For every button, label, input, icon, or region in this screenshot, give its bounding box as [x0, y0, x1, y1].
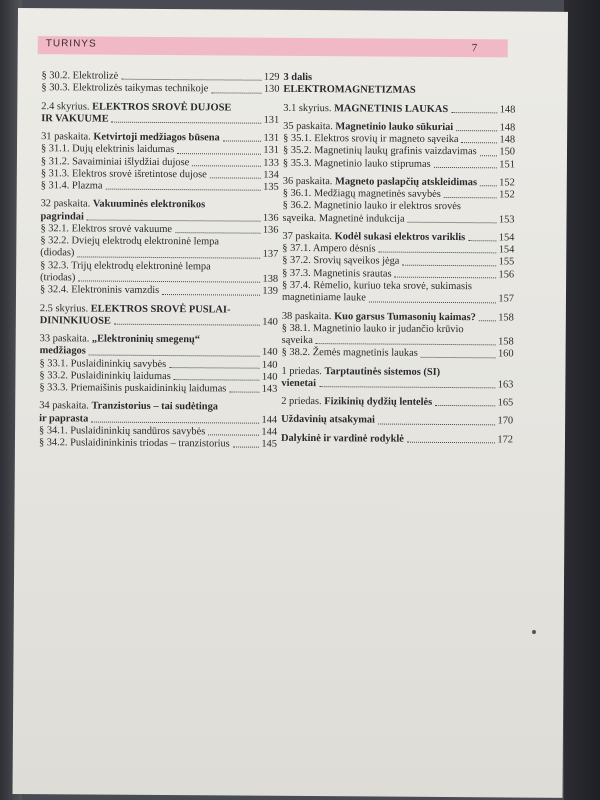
entry-label: 38 paskaita. — [281, 310, 332, 322]
entry-text: § 37.2. Srovių sąveikos jėga — [282, 255, 400, 268]
toc-entry[interactable] — [282, 347, 514, 361]
leader-dots — [174, 379, 260, 381]
entry-label: 3.1 skyrius. — [283, 102, 332, 114]
entry-label: 37 paskaita. — [282, 230, 333, 243]
leader-dots — [87, 219, 261, 221]
entry-text: § 32.3. Trijų elektrodų elektroninė lempa — [40, 259, 211, 273]
leader-dots — [89, 354, 260, 356]
page-ref: 131 — [263, 114, 280, 126]
page-ref: 129 — [263, 71, 280, 83]
page-ref: 140 — [262, 316, 278, 328]
book-page — [13, 8, 568, 798]
page-ref: 148 — [499, 122, 516, 134]
leader-dots — [211, 92, 262, 93]
entry-text-continued: sąveika. Magnetinė indukcija — [282, 212, 405, 225]
page-ref: 148 — [499, 103, 516, 116]
entry-title: Ketvirtoji medžiagos būsena — [93, 131, 220, 144]
leader-dots — [316, 343, 496, 345]
entry-text: § 38.1. Magnetinio lauko ir judančio krūvio — [281, 322, 464, 335]
entry-title: Dalykinė ir vardinė rodyklė — [280, 432, 404, 445]
page-ref: 131 — [263, 145, 280, 157]
entry-title: Fizikinių dydžių lentelės — [324, 396, 433, 409]
toc-entry[interactable] — [40, 260, 278, 286]
entry-text: § 36.1. Medžiagų magnetinės savybės — [282, 187, 441, 201]
leader-dots — [105, 189, 261, 191]
entry-title: Uždavinių atsakymai — [281, 414, 375, 426]
page-ref: 152 — [499, 177, 515, 189]
entry-text-continued: IR VAKUUME — [41, 112, 109, 125]
page-ref: 155 — [498, 256, 515, 268]
entry-text: § 33.2. Puslaidininkių laidumas — [39, 370, 171, 382]
page-ref: 154 — [498, 232, 515, 244]
page-ref: 139 — [262, 285, 279, 298]
entry-text: § 37.1. Ampero dėsnis — [282, 243, 376, 255]
toc-right-column — [281, 72, 516, 447]
toc-heading-entry[interactable] — [40, 199, 278, 225]
leader-dots — [112, 122, 262, 124]
leader-dots — [480, 185, 497, 186]
entry-text-continued: DININKIUOSE — [39, 314, 111, 327]
page-ref: 137 — [262, 249, 279, 261]
toc-entry[interactable] — [40, 235, 278, 261]
toc-heading-entry[interactable] — [41, 101, 279, 127]
leader-dots — [421, 356, 496, 358]
page-ref: 130 — [263, 83, 280, 96]
entry-text: § 38.2. Žemės magnetinis laukas — [281, 347, 418, 360]
page-ref: 136 — [262, 212, 279, 224]
leader-dots — [192, 165, 261, 166]
leader-dots — [444, 197, 497, 198]
page-ref: 138 — [262, 273, 279, 285]
leader-dots — [480, 155, 498, 156]
entry-label: 35 paskaita. — [283, 120, 333, 132]
leader-dots — [77, 256, 260, 258]
page-ref: 140 — [261, 371, 278, 383]
page-ref: 133 — [263, 157, 279, 169]
leader-dots — [378, 423, 496, 425]
toc-entry[interactable] — [283, 157, 515, 171]
entry-text: § 33.1. Puslaidininkių savybės — [39, 357, 167, 370]
page-ref: 152 — [499, 189, 515, 201]
part-label: 3 dalis — [283, 71, 313, 84]
page-ref: 140 — [261, 347, 278, 359]
page-ref: 144 — [261, 414, 278, 426]
entry-text-continued: pagrindai — [40, 210, 84, 223]
page-ref: 135 — [263, 181, 279, 193]
book-edge — [564, 0, 600, 800]
entry-label: 36 paskaita. — [282, 175, 333, 188]
page-ref: 170 — [497, 415, 514, 427]
leader-dots — [456, 130, 497, 131]
leader-dots — [434, 167, 498, 168]
leader-dots — [169, 367, 260, 369]
page-ref: 140 — [261, 359, 278, 371]
entry-text: § 37.3. Magnetinis srautas — [282, 267, 392, 280]
page-ref: 163 — [497, 379, 514, 391]
toc-entry[interactable] — [282, 280, 514, 306]
leader-dots — [175, 232, 261, 234]
page-ref: 131 — [263, 132, 280, 144]
entry-title: „Elektroninių smegenų“ — [91, 333, 201, 346]
leader-dots — [408, 222, 497, 224]
leader-dots — [407, 442, 496, 444]
entry-label: 1 priedas. — [281, 365, 322, 377]
entry-text: § 31.4. Plazma — [40, 180, 103, 192]
entry-title: Kuo garsus Tumasonių kaimas? — [334, 310, 476, 323]
entry-label: 32 paskaita. — [40, 198, 91, 210]
entry-title: MAGNETINIS LAUKAS — [334, 102, 449, 115]
entry-text: § 31.2. Savaiminiai išlydžiai dujose — [40, 155, 190, 168]
toc-heading-entry[interactable] — [281, 396, 513, 410]
toc-heading-entry[interactable] — [283, 102, 515, 116]
entry-text: § 32.1. Elektros srovė vakuume — [40, 223, 173, 236]
entry-title: ELEKTROS SROVĖ PUSLAI- — [90, 303, 231, 316]
page-ref: 158 — [498, 336, 514, 348]
toc-entry[interactable] — [39, 382, 277, 396]
leader-dots — [78, 281, 260, 283]
entry-label: 2 priedas. — [281, 395, 322, 408]
entry-text: § 34.1. Puslaidininkių sandūros savybės — [39, 425, 206, 438]
page-ref: 165 — [497, 397, 514, 409]
page-ref: 134 — [263, 169, 279, 181]
leader-dots — [223, 141, 262, 142]
toc-heading-entry[interactable] — [40, 333, 278, 359]
entry-title: Tranzistorius – tai sudėtinga — [91, 400, 219, 413]
page-ref: 160 — [497, 348, 514, 360]
leader-dots — [162, 294, 260, 296]
toc-heading-entry[interactable] — [40, 303, 278, 329]
page-ref: 151 — [499, 158, 515, 171]
entry-text-continued: (diodas) — [40, 247, 75, 259]
page-ref: 150 — [499, 146, 516, 158]
leader-dots — [379, 252, 497, 254]
entry-text: § 32.2. Dviejų elektrodų elektroninė lempa — [40, 235, 220, 248]
leader-dots — [208, 435, 259, 436]
entry-title: Vakuuminės elektronikos — [92, 198, 206, 211]
page-ref: 143 — [261, 383, 278, 395]
page-ref: 148 — [499, 134, 516, 146]
page-ref: 172 — [497, 433, 514, 446]
leader-dots — [121, 79, 262, 81]
entry-text: § 37.4. Rėmelio, kuriuo teka srovė, sukimasis — [282, 279, 473, 293]
entry-title: Tarptautinės sistemos (SI) — [324, 365, 441, 378]
toc-entry[interactable] — [39, 437, 277, 451]
leader-dots — [229, 392, 259, 393]
toc-entry[interactable] — [41, 180, 279, 194]
entry-text-continued: magnetiniame lauke — [281, 292, 366, 304]
toc-heading-entry[interactable] — [39, 401, 277, 427]
leader-dots — [210, 177, 261, 178]
leader-dots — [402, 264, 496, 266]
entry-text: § 34.2. Puslaidininkinis triodas – tranzistorius — [38, 437, 230, 450]
leader-dots — [233, 447, 260, 448]
entry-text: § 35.2. Magnetinių laukų grafinis vaizdavimas — [282, 145, 477, 158]
toc-heading-entry[interactable] — [281, 432, 513, 446]
entry-text: § 32.4. Elektroninis vamzdis — [39, 284, 160, 297]
leader-dots — [177, 153, 261, 155]
entry-label: 33 paskaita. — [39, 333, 90, 345]
entry-text-continued: (triodas) — [40, 272, 76, 284]
entry-text: § 31.1. Dujų elektrinis laidumas — [40, 143, 175, 156]
entry-label: 2.5 skyrius. — [39, 302, 89, 315]
toc-left-column — [39, 70, 280, 451]
entry-text: § 31.3. Elektros srovė išretintose dujose — [40, 168, 207, 181]
page-speck — [532, 630, 536, 634]
entry-text-continued: vienetai — [281, 377, 317, 389]
entry-text: § 35.3. Magnetinio lauko stiprumas — [282, 157, 431, 170]
entry-title: Magnetinio lauko sūkuriai — [335, 121, 454, 133]
header-title: TURINYS — [45, 38, 97, 50]
entry-title: Magneto paslapčių atskleidimas — [335, 176, 478, 189]
toc-entry[interactable] — [41, 82, 279, 96]
leader-dots — [462, 142, 498, 143]
page-ref: 157 — [498, 293, 515, 305]
part-title: ELEKTROMAGNETIZMAS — [283, 84, 416, 97]
entry-text: § 30.3. Elektrolizės taikymas technikoje — [41, 82, 209, 95]
entry-text: § 35.1. Elektros srovių ir magneto sąveika — [283, 132, 459, 146]
entry-text: § 33.3. Priemaišinis puskaidininkių laidumas — [39, 382, 227, 395]
leader-dots — [114, 324, 260, 326]
page-ref: 136 — [262, 224, 279, 236]
entry-text-continued: sąveika — [281, 334, 313, 347]
entry-label: 31 paskaita. — [41, 131, 91, 143]
page-ref: 145 — [261, 438, 277, 450]
entry-text-continued: medžiagos — [39, 345, 86, 357]
toc-heading-entry[interactable] — [281, 414, 513, 428]
entry-label: 2.4 skyrius. — [41, 100, 90, 113]
toc-entry[interactable] — [282, 323, 514, 349]
toc-entry[interactable] — [40, 284, 278, 298]
leader-dots — [451, 112, 498, 113]
entry-label: 34 paskaita. — [39, 400, 89, 412]
leader-dots — [479, 320, 496, 321]
toc-entry[interactable] — [282, 200, 514, 226]
page-ref: 156 — [498, 269, 515, 281]
leader-dots — [435, 405, 495, 406]
page-ref: 144 — [261, 426, 278, 438]
entry-text: § 30.2. Elektrolizė — [41, 70, 119, 82]
toc-heading-entry[interactable] — [281, 365, 513, 391]
header-band — [38, 36, 508, 57]
leader-dots — [319, 386, 496, 388]
entry-title: Kodėl sukasi elektros variklis — [334, 231, 466, 244]
page-ref: 154 — [498, 244, 515, 256]
page-ref: 158 — [498, 311, 514, 323]
leader-dots — [468, 240, 497, 241]
entry-text: § 36.2. Magnetinio lauko ir elektros srovės — [282, 200, 462, 213]
entry-title: ELEKTROS SROVĖ DUJOSE — [92, 101, 232, 114]
page-number: 7 — [471, 42, 478, 55]
leader-dots — [91, 421, 259, 423]
entry-text-continued: ir paprasta — [39, 412, 89, 425]
page-ref: 153 — [498, 214, 515, 226]
leader-dots — [395, 277, 497, 279]
leader-dots — [369, 301, 496, 303]
